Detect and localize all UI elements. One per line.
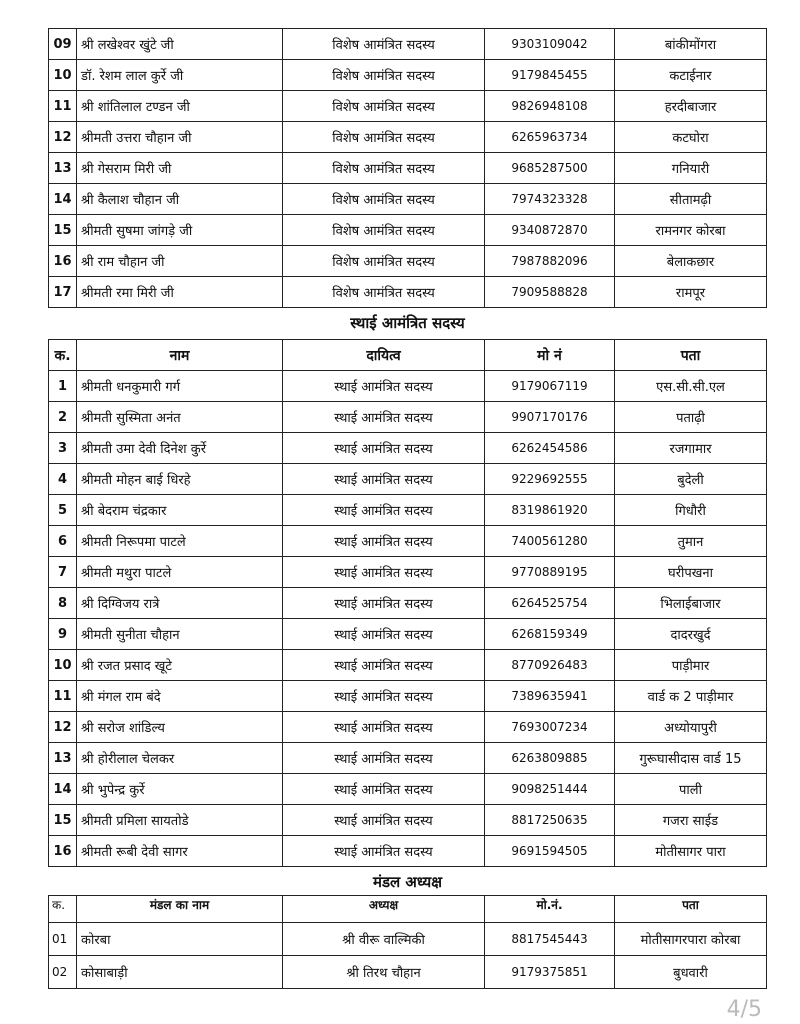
cell-address: पताढ़ी bbox=[615, 402, 767, 433]
cell-name: श्रीमती सुषमा जांगड़े जी bbox=[77, 215, 283, 246]
cell-role: स्थाई आमंत्रित सदस्य bbox=[283, 774, 485, 805]
cell-phone: 8770926483 bbox=[485, 650, 615, 681]
table-row bbox=[49, 122, 767, 153]
cell-address: अध्योयापुरी bbox=[615, 712, 767, 743]
permanent-invitees-body bbox=[49, 371, 767, 867]
cell-serial: 16 bbox=[49, 836, 77, 867]
cell-address: बुदेली bbox=[615, 464, 767, 495]
cell-serial: 16 bbox=[49, 246, 77, 277]
cell-address: मोतीसागरपारा कोरबा bbox=[615, 923, 767, 956]
cell-role: विशेष आमंत्रित सदस्य bbox=[283, 60, 485, 91]
cell-name: श्री कैलाश चौहान जी bbox=[77, 184, 283, 215]
table-row bbox=[49, 836, 767, 867]
cell-role: स्थाई आमंत्रित सदस्य bbox=[283, 836, 485, 867]
cell-serial: 10 bbox=[49, 650, 77, 681]
table-row bbox=[49, 526, 767, 557]
cell-address: मोतीसागर पारा bbox=[615, 836, 767, 867]
special-invitees-body bbox=[49, 29, 767, 308]
cell-name: श्रीमती सुस्मिता अनंत bbox=[77, 402, 283, 433]
table-row bbox=[49, 277, 767, 308]
cell-address: तुमान bbox=[615, 526, 767, 557]
header-mandal-name: मंडल का नाम bbox=[77, 896, 283, 923]
cell-phone: 6262454586 bbox=[485, 433, 615, 464]
cell-address: कटाईनार bbox=[615, 60, 767, 91]
cell-phone: 8319861920 bbox=[485, 495, 615, 526]
cell-role: स्थाई आमंत्रित सदस्य bbox=[283, 650, 485, 681]
cell-serial: 15 bbox=[49, 805, 77, 836]
table-row bbox=[49, 495, 767, 526]
cell-serial: 3 bbox=[49, 433, 77, 464]
cell-address: दादरखुर्द bbox=[615, 619, 767, 650]
cell-phone: 7400561280 bbox=[485, 526, 615, 557]
cell-name: श्री गेसराम मिरी जी bbox=[77, 153, 283, 184]
cell-role: विशेष आमंत्रित सदस्य bbox=[283, 153, 485, 184]
cell-address: एस.सी.सी.एल bbox=[615, 371, 767, 402]
cell-role: स्थाई आमंत्रित सदस्य bbox=[283, 619, 485, 650]
cell-name: श्री शांतिलाल टण्डन जी bbox=[77, 91, 283, 122]
cell-role: स्थाई आमंत्रित सदस्य bbox=[283, 526, 485, 557]
cell-name: श्री सरोज शांडिल्य bbox=[77, 712, 283, 743]
cell-address: रामनगर कोरबा bbox=[615, 215, 767, 246]
header-role: दायित्व bbox=[283, 340, 485, 371]
cell-address: घरीपखना bbox=[615, 557, 767, 588]
cell-role: स्थाई आमंत्रित सदस्य bbox=[283, 588, 485, 619]
cell-name: श्रीमती उत्तरा चौहान जी bbox=[77, 122, 283, 153]
cell-phone: 9179067119 bbox=[485, 371, 615, 402]
cell-serial: 17 bbox=[49, 277, 77, 308]
table-row bbox=[49, 774, 767, 805]
cell-address: गजरा साईड bbox=[615, 805, 767, 836]
cell-address: रजगामार bbox=[615, 433, 767, 464]
cell-address: हरदीबाजार bbox=[615, 91, 767, 122]
cell-role: स्थाई आमंत्रित सदस्य bbox=[283, 371, 485, 402]
cell-serial: 8 bbox=[49, 588, 77, 619]
cell-role: विशेष आमंत्रित सदस्य bbox=[283, 29, 485, 60]
cell-name: श्री होरीलाल चेलकर bbox=[77, 743, 283, 774]
special-invitees-table bbox=[48, 28, 767, 308]
cell-role: विशेष आमंत्रित सदस्य bbox=[283, 122, 485, 153]
cell-role: स्थाई आमंत्रित सदस्य bbox=[283, 805, 485, 836]
cell-role: श्री वीरू वाल्मिकी bbox=[283, 923, 485, 956]
cell-phone: 9179375851 bbox=[485, 956, 615, 989]
cell-serial: 12 bbox=[49, 712, 77, 743]
cell-serial: 14 bbox=[49, 774, 77, 805]
cell-address: गुरूघासीदास वार्ड 15 bbox=[615, 743, 767, 774]
table-row bbox=[49, 588, 767, 619]
cell-phone: 7987882096 bbox=[485, 246, 615, 277]
cell-serial: 09 bbox=[49, 29, 77, 60]
cell-phone: 9826948108 bbox=[485, 91, 615, 122]
cell-role: स्थाई आमंत्रित सदस्य bbox=[283, 495, 485, 526]
cell-role: स्थाई आमंत्रित सदस्य bbox=[283, 681, 485, 712]
cell-serial: 10 bbox=[49, 60, 77, 91]
cell-serial: 9 bbox=[49, 619, 77, 650]
cell-role: स्थाई आमंत्रित सदस्य bbox=[283, 433, 485, 464]
header-phone: मो नं bbox=[485, 340, 615, 371]
cell-role: स्थाई आमंत्रित सदस्य bbox=[283, 743, 485, 774]
cell-serial: 5 bbox=[49, 495, 77, 526]
cell-phone: 9179845455 bbox=[485, 60, 615, 91]
cell-phone: 9691594505 bbox=[485, 836, 615, 867]
table-row bbox=[49, 923, 767, 956]
cell-role: स्थाई आमंत्रित सदस्य bbox=[283, 712, 485, 743]
cell-serial: 1 bbox=[49, 371, 77, 402]
table-row bbox=[49, 402, 767, 433]
table-row bbox=[49, 246, 767, 277]
table-row bbox=[49, 619, 767, 650]
cell-serial: 4 bbox=[49, 464, 77, 495]
cell-name: श्री भुपेन्द्र कुर्रे bbox=[77, 774, 283, 805]
table-row bbox=[49, 956, 767, 989]
cell-serial: 11 bbox=[49, 681, 77, 712]
cell-name: श्रीमती सुनीता चौहान bbox=[77, 619, 283, 650]
cell-name: श्री राम चौहान जी bbox=[77, 246, 283, 277]
cell-address: गिधौरी bbox=[615, 495, 767, 526]
table-row bbox=[49, 805, 767, 836]
cell-name: श्री बेदराम चंद्रकार bbox=[77, 495, 283, 526]
cell-role: विशेष आमंत्रित सदस्य bbox=[283, 91, 485, 122]
cell-serial: 7 bbox=[49, 557, 77, 588]
cell-phone: 9685287500 bbox=[485, 153, 615, 184]
header-address: पता bbox=[615, 896, 767, 923]
cell-name: श्री लखेश्वर खुंटे जी bbox=[77, 29, 283, 60]
table-row bbox=[49, 712, 767, 743]
permanent-invitees-title: स्थाई आमंत्रित सदस्य bbox=[350, 314, 465, 332]
cell-phone: 8817250635 bbox=[485, 805, 615, 836]
cell-serial: 01 bbox=[49, 923, 77, 956]
cell-phone: 7389635941 bbox=[485, 681, 615, 712]
header-address: पता bbox=[615, 340, 767, 371]
cell-phone: 9770889195 bbox=[485, 557, 615, 588]
cell-phone: 6265963734 bbox=[485, 122, 615, 153]
table-row bbox=[49, 557, 767, 588]
mandal-presidents-table bbox=[48, 895, 767, 989]
cell-name: श्रीमती मथुरा पाटले bbox=[77, 557, 283, 588]
cell-address: रामपूर bbox=[615, 277, 767, 308]
table-row bbox=[49, 215, 767, 246]
cell-phone: 9907170176 bbox=[485, 402, 615, 433]
table-row bbox=[49, 650, 767, 681]
cell-serial: 14 bbox=[49, 184, 77, 215]
table-header-row bbox=[49, 896, 767, 923]
table-row bbox=[49, 464, 767, 495]
permanent-invitees-table bbox=[48, 339, 767, 867]
cell-name: श्री दिग्विजय रात्रे bbox=[77, 588, 283, 619]
cell-name: श्रीमती मोहन बाई धिरहे bbox=[77, 464, 283, 495]
cell-name: श्रीमती निरूपमा पाटले bbox=[77, 526, 283, 557]
cell-address: बेलाकछार bbox=[615, 246, 767, 277]
cell-name: कोरबा bbox=[77, 923, 283, 956]
cell-address: बांकीमोंगरा bbox=[615, 29, 767, 60]
table-row bbox=[49, 371, 767, 402]
table-row bbox=[49, 184, 767, 215]
cell-name: कोसाबाड़ी bbox=[77, 956, 283, 989]
cell-role: विशेष आमंत्रित सदस्य bbox=[283, 277, 485, 308]
page-number: 4/5 bbox=[726, 997, 762, 1022]
table-row bbox=[49, 743, 767, 774]
cell-name: श्री रजत प्रसाद खूटे bbox=[77, 650, 283, 681]
cell-role: स्थाई आमंत्रित सदस्य bbox=[283, 402, 485, 433]
table-row bbox=[49, 29, 767, 60]
cell-serial: 12 bbox=[49, 122, 77, 153]
cell-address: पाली bbox=[615, 774, 767, 805]
header-serial: क. bbox=[49, 896, 77, 923]
cell-role: श्री तिरथ चौहान bbox=[283, 956, 485, 989]
cell-role: विशेष आमंत्रित सदस्य bbox=[283, 184, 485, 215]
cell-name: श्रीमती रूबी देवी सागर bbox=[77, 836, 283, 867]
cell-phone: 8817545443 bbox=[485, 923, 615, 956]
cell-phone: 9229692555 bbox=[485, 464, 615, 495]
cell-name: डॉ. रेशम लाल कुर्रे जी bbox=[77, 60, 283, 91]
cell-name: श्रीमती उमा देवी दिनेश कुर्रे bbox=[77, 433, 283, 464]
cell-phone: 7974323328 bbox=[485, 184, 615, 215]
cell-phone: 6268159349 bbox=[485, 619, 615, 650]
cell-serial: 15 bbox=[49, 215, 77, 246]
header-president: अध्यक्ष bbox=[283, 896, 485, 923]
table-row bbox=[49, 433, 767, 464]
table-row bbox=[49, 681, 767, 712]
cell-name: श्रीमती रमा मिरी जी bbox=[77, 277, 283, 308]
cell-serial: 11 bbox=[49, 91, 77, 122]
cell-phone: 6263809885 bbox=[485, 743, 615, 774]
cell-phone: 7909588828 bbox=[485, 277, 615, 308]
cell-name: श्री मंगल राम बंदे bbox=[77, 681, 283, 712]
cell-address: कटघोरा bbox=[615, 122, 767, 153]
cell-address: गनियारी bbox=[615, 153, 767, 184]
table-row bbox=[49, 60, 767, 91]
header-name: नाम bbox=[77, 340, 283, 371]
cell-address: बुधवारी bbox=[615, 956, 767, 989]
table-row bbox=[49, 91, 767, 122]
mandal-presidents-body bbox=[49, 923, 767, 989]
table-header-row bbox=[49, 340, 767, 371]
cell-serial: 2 bbox=[49, 402, 77, 433]
cell-address: वार्ड क 2 पाड़ीमार bbox=[615, 681, 767, 712]
cell-phone: 6264525754 bbox=[485, 588, 615, 619]
cell-name: श्रीमती धनकुमारी गर्ग bbox=[77, 371, 283, 402]
cell-address: भिलाईबाजार bbox=[615, 588, 767, 619]
cell-role: विशेष आमंत्रित सदस्य bbox=[283, 215, 485, 246]
cell-address: पाड़ीमार bbox=[615, 650, 767, 681]
header-phone: मो.नं. bbox=[485, 896, 615, 923]
cell-serial: 13 bbox=[49, 153, 77, 184]
cell-name: श्रीमती प्रमिला सायतोडे bbox=[77, 805, 283, 836]
cell-phone: 9098251444 bbox=[485, 774, 615, 805]
cell-serial: 02 bbox=[49, 956, 77, 989]
cell-phone: 9340872870 bbox=[485, 215, 615, 246]
cell-phone: 7693007234 bbox=[485, 712, 615, 743]
header-serial: क. bbox=[49, 340, 77, 371]
cell-phone: 9303109042 bbox=[485, 29, 615, 60]
cell-address: सीतामढ़ी bbox=[615, 184, 767, 215]
cell-role: विशेष आमंत्रित सदस्य bbox=[283, 246, 485, 277]
cell-role: स्थाई आमंत्रित सदस्य bbox=[283, 557, 485, 588]
table-row bbox=[49, 153, 767, 184]
cell-serial: 13 bbox=[49, 743, 77, 774]
mandal-presidents-title: मंडल अध्यक्ष bbox=[373, 873, 442, 891]
cell-role: स्थाई आमंत्रित सदस्य bbox=[283, 464, 485, 495]
cell-serial: 6 bbox=[49, 526, 77, 557]
